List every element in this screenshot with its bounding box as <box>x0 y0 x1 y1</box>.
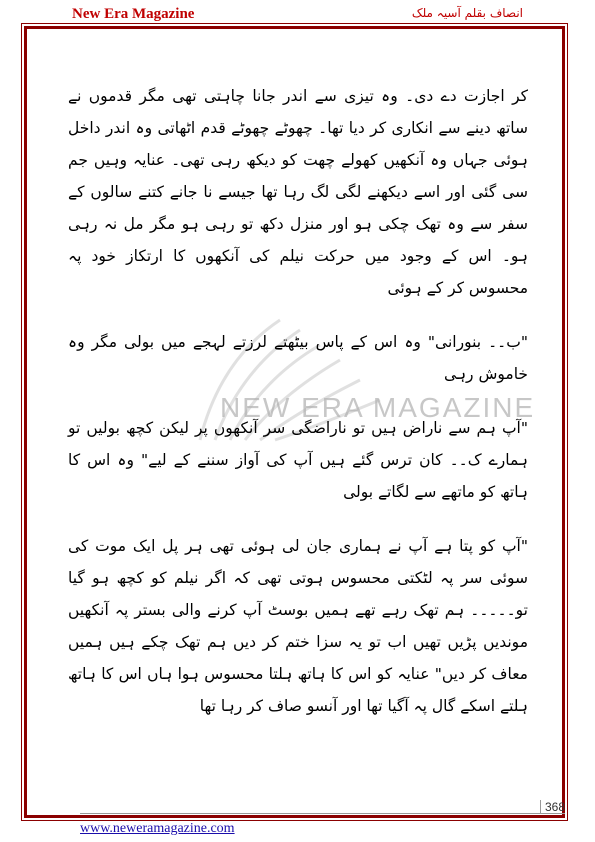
story-title: انصاف بقلم آسیہ ملک <box>411 6 523 20</box>
article-body <box>68 80 536 744</box>
page-number-rule <box>80 813 565 814</box>
paragraph-4: "آپ کو پتا ہے آپ نے ہماری جان لی ہوئی تھی ہر پل ایک موت کی سوئی سر پہ لٹکتی محسوس ہوتی تھی کہ اگر نیلم کو کچھ ہو گیا تو۔۔۔۔۔ ہم تھک رہے تھے ہمیں بوسٹ آپ کرنے والی بستر پہ آنکھیں موندیں پڑیں تھیں اب تو یہ سزا ختم کر دیں ہم تھک چکے ہیں ہمیں معاف کر دیں" عنایہ کو اس کا ہاتھ ہلتا محسوس ہوا ہاں اس کا ہاتھ ہلتے اسکے گال پہ آگیا تھا اور آنسو صاف کر رہا تھا <box>68 537 528 715</box>
footer-website-link[interactable]: www.neweramagazine.com <box>80 821 235 836</box>
paragraph-2: "ب۔۔ بنورانی" وہ اس کے پاس بیٹھتے لرزتے لہجے میں بولی مگر وہ خاموش رہی <box>68 333 528 383</box>
magazine-name: New Era Magazine <box>72 6 195 22</box>
paragraph-1: کر اجازت دے دی۔ وہ تیزی سے اندر جانا چاہتی تھی مگر قدموں نے ساتھ دینے سے انکاری کر دیا تھا۔ چھوٹے چھوٹے قدم اٹھاتی وہ اندر داخل ہوئی جہاں وہ آنکھیں کھولے چھت کو دیکھ رہی تھی۔ عنایہ وہیں جم سی گئی اور اسے دیکھنے لگی لگ رہا تھا جیسے نا جانے کتنے سالوں کے سفر سے وہ تھک چکی ہو اور منزل دکھ تو رہی ہو مگر مل نہ رہی ہو۔ اس کے وجود میں حرکت نیلم کی آنکھوں کا ارتکاز خود پہ محسوس کر کے ہوئی <box>68 87 528 297</box>
paragraph-3: "آپ ہم سے ناراض ہیں تو ناراضگی سر آنکھوں پر لیکن کچھ بولیں تو ہمارے ک۔۔ کان ترس گئے ہیں آپ کی آواز سننے کے لیے" وہ اس کا ہاتھ کو ماتھے سے لگاتے بولی <box>68 419 528 501</box>
watermark-text: NEW ERA MAGAZINE <box>220 392 536 423</box>
page-number: 368 <box>540 800 565 814</box>
